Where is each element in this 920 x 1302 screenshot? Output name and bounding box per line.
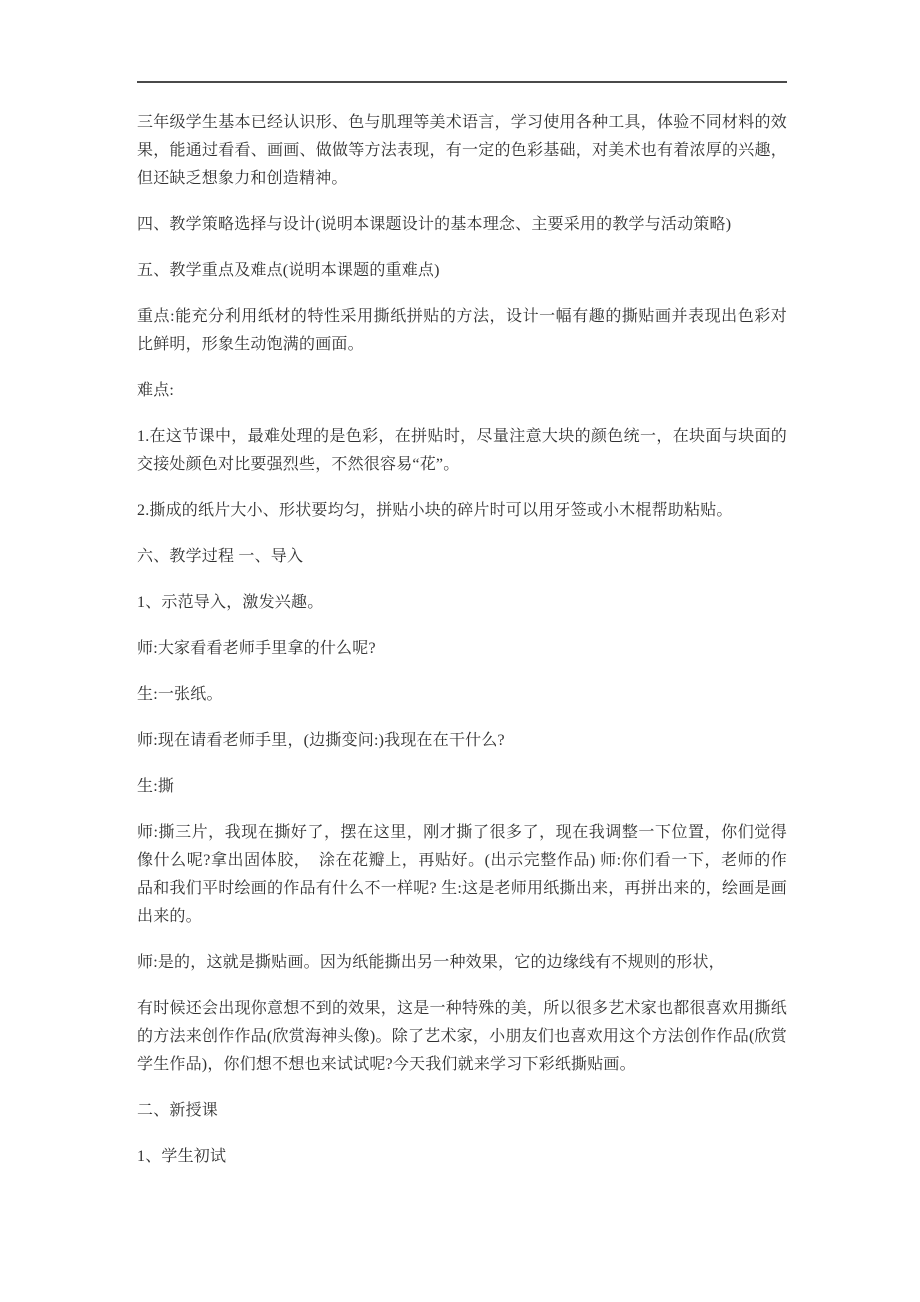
paragraph: 六、教学过程 一、导入 bbox=[137, 548, 304, 565]
paragraph: 师:是的，这就是撕贴画。因为纸能撕出另一种效果，它的边缘线有不规则的形状， bbox=[137, 954, 725, 971]
paragraph: 三年级学生基本已经认识形、色与肌理等美术语言，学习使用各种工具，体验不同材料的效果，能通过看看、画画、做做等方法表现，有一定的色彩基础，对美术也有着浓厚的兴趣，但还缺乏想象力和创造精神。 bbox=[137, 114, 787, 187]
top-divider bbox=[137, 81, 787, 83]
paragraph: 师:大家看看老师手里拿的什么呢? bbox=[137, 640, 376, 657]
paragraph: 1、示范导入，激发兴趣。 bbox=[137, 594, 324, 611]
paragraph: 重点:能充分利用纸材的特性采用撕纸拼贴的方法，设计一幅有趣的撕贴画并表现出色彩对比鲜明，形象生动饱满的画面。 bbox=[137, 308, 787, 353]
paragraph: 1、学生初试 bbox=[137, 1148, 227, 1165]
paragraph: 生:撕 bbox=[137, 778, 175, 795]
paragraph: 生:一张纸。 bbox=[137, 686, 223, 703]
paragraph: 2.撕成的纸片大小、形状要均匀，拼贴小块的碎片时可以用牙签或小木棍帮助粘贴。 bbox=[137, 502, 733, 519]
paragraph: 1.在这节课中，最难处理的是色彩，在拼贴时，尽量注意大块的颜色统一，在块面与块面的交接处颜色对比要强烈些，不然很容易“花”。 bbox=[137, 428, 787, 473]
paragraph: 二、新授课 bbox=[137, 1102, 219, 1119]
paragraph: 难点: bbox=[137, 382, 175, 399]
paragraph: 师:撕三片，我现在撕好了，摆在这里，刚才撕了很多了，现在我调整一下位置，你们觉得像什么呢?拿出固体胶， 涂在花瓣上，再贴好。(出示完整作品) 师:你们看一下，老师的作品和我们平时绘画的作品有什么不一样呢? 生:这是老师用纸撕出来，再拼出来的，绘画是画出来的。 bbox=[137, 824, 787, 925]
document-body bbox=[137, 109, 787, 1171]
paragraph: 五、教学重点及难点(说明本课题的重难点) bbox=[137, 262, 440, 279]
paragraph: 四、教学策略选择与设计(说明本课题设计的基本理念、主要采用的教学与活动策略) bbox=[137, 216, 732, 233]
paragraph: 有时候还会出现你意想不到的效果，这是一种特殊的美，所以很多艺术家也都很喜欢用撕纸的方法来创作作品(欣赏海神头像)。除了艺术家，小朋友们也喜欢用这个方法创作作品(欣赏学生作品)，你们想不想也来试试呢?今天我们就来学习下彩纸撕贴画。 bbox=[137, 1000, 787, 1073]
paragraph: 师:现在请看老师手里，(边撕变问:)我现在在干什么? bbox=[137, 732, 505, 749]
